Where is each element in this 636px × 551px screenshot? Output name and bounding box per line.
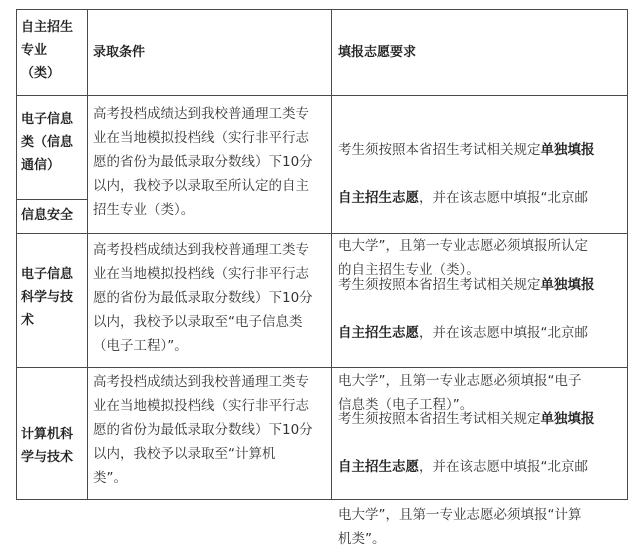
header-major: 自主招生 专业 （类） xyxy=(21,20,74,81)
admission-criteria: 高考投档成绩达到我校普通理工类专 业在当地模拟投档线（实行非平行志 愿的省份为最低录取分数线）下10分 以内，我校予以录取至所认定的自主 招生专业（类）。 xyxy=(93,106,313,218)
application-requirement: 考生须按照本省招生考试相关规定单独填报 自主招生志愿，并在该志愿中填报“北京邮 电大学”，且第一专业志愿必须填报“电子 信息类（电子工程）”。 xyxy=(338,277,595,413)
admission-criteria: 高考投档成绩达到我校普通理工类专 业在当地模拟投档线（实行非平行志 愿的省份为最低录取分数线）下10分 以内，我校予以录取至“计算机 类”。 xyxy=(93,374,313,486)
header-application: 填报志愿要求 xyxy=(338,45,417,60)
major-name: 电子信息 科学与技 术 xyxy=(21,267,74,328)
major-name: 信息安全 xyxy=(21,208,74,223)
application-requirement: 考生须按照本省招生考试相关规定单独填报 自主招生志愿，并在该志愿中填报“北京邮 电大学”，且第一专业志愿必须填报“计算 机类”。 xyxy=(338,411,595,547)
major-name: 电子信息 类（信息 通信） xyxy=(21,112,74,173)
column-divider xyxy=(87,10,88,499)
admission-criteria: 高考投档成绩达到我校普通理工类专 业在当地模拟投档线（实行非平行志 愿的省份为最低录取分数线）下10分 以内，我校予以录取至“电子信息类 （电子工程）”。 xyxy=(93,242,313,354)
admission-table xyxy=(16,9,628,547)
application-requirement: 考生须按照本省招生考试相关规定单独填报 自主招生志愿，并在该志愿中填报“北京邮 电大学”，且第一专业志愿必须填报所认定 的自主招生专业（类）。 xyxy=(338,142,595,278)
row-divider xyxy=(17,199,87,200)
major-name: 计算机科 学与技术 xyxy=(21,427,74,465)
header-criteria: 录取条件 xyxy=(93,45,146,60)
row-divider xyxy=(17,95,627,96)
